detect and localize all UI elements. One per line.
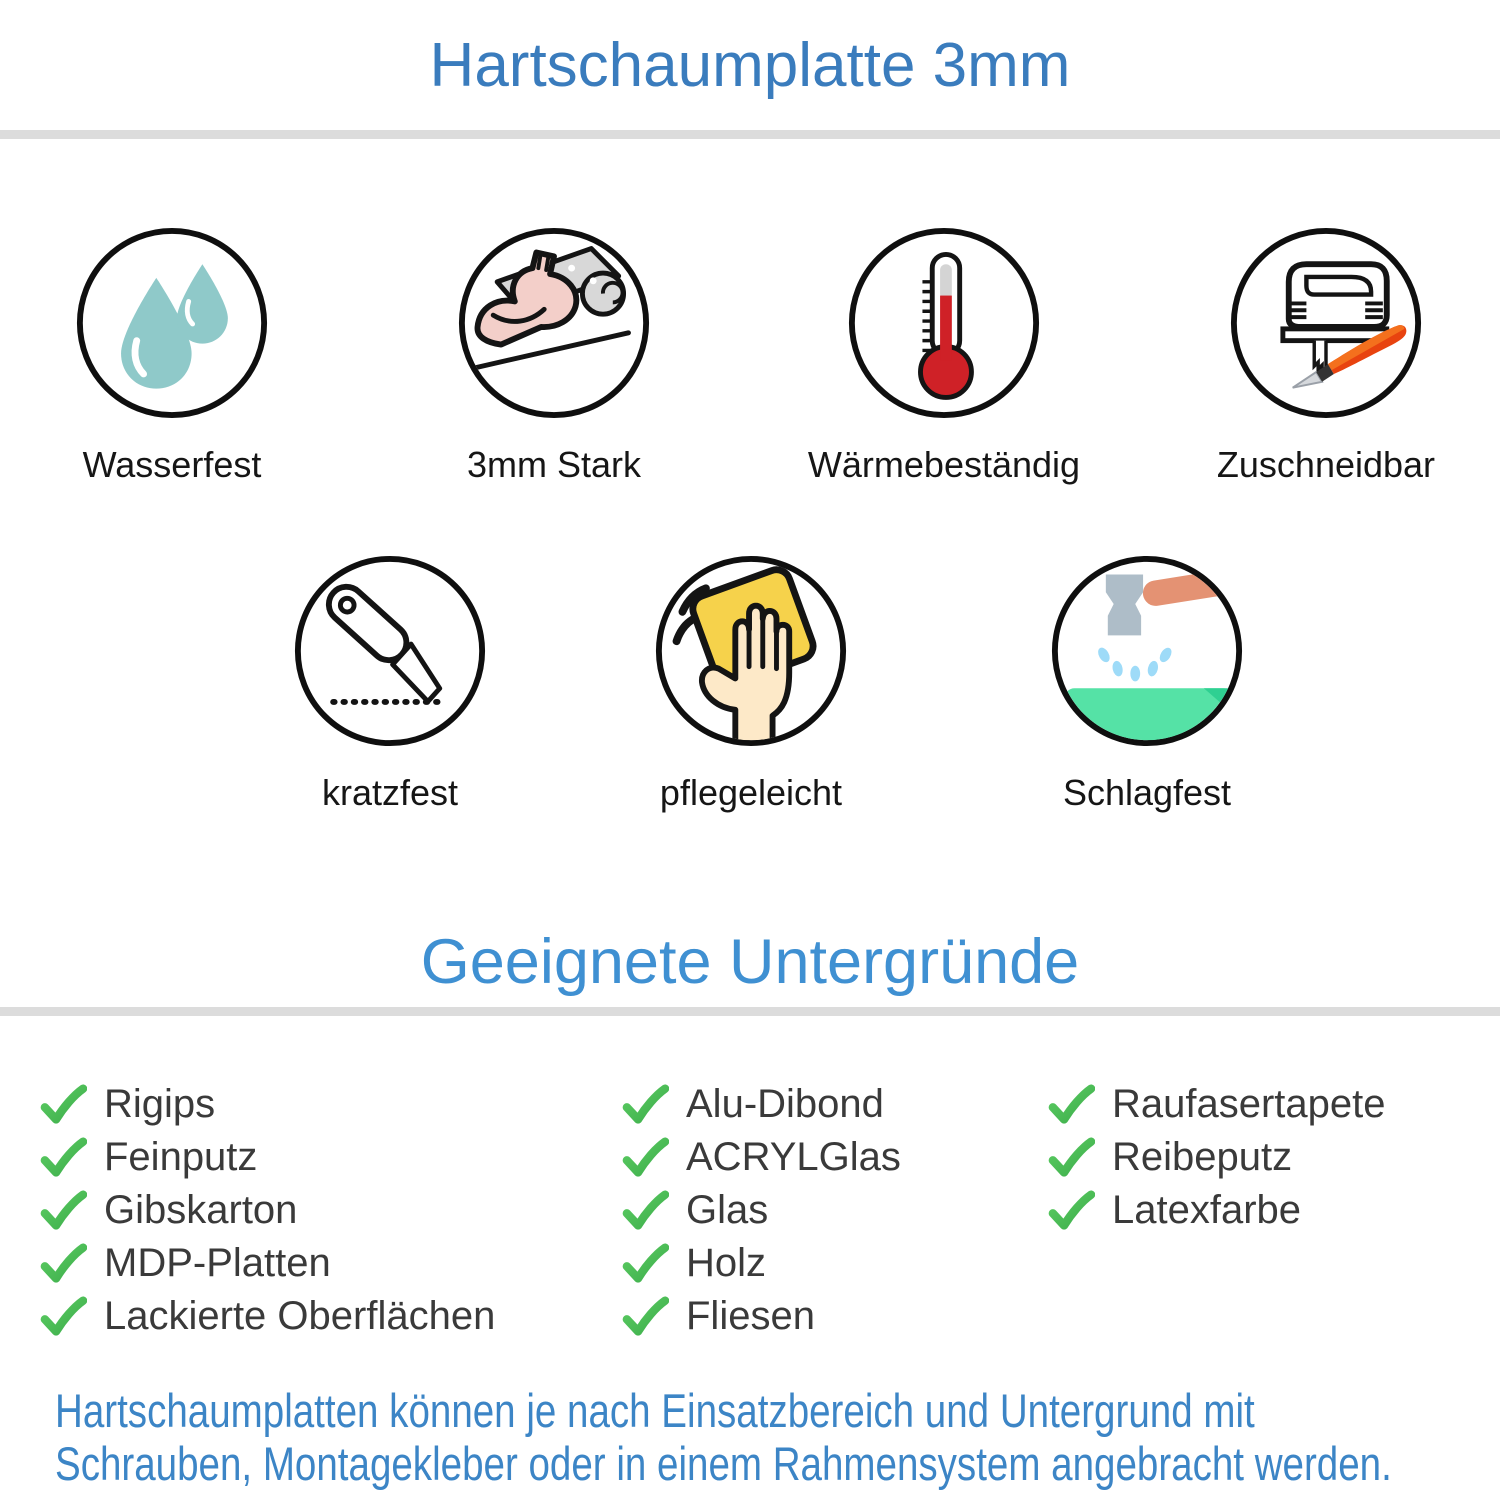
page-title: Hartschaumplatte 3mm [429, 31, 1071, 100]
substrate-label: Lackierte Oberflächen [104, 1294, 496, 1338]
substrate-label: Fliesen [686, 1294, 815, 1338]
feature-label: Wärmebeständig [807, 444, 1081, 485]
check-icon [622, 1296, 669, 1337]
list-item [622, 1237, 901, 1290]
check-icon [1048, 1084, 1095, 1125]
substrate-label: Reibeputz [1112, 1135, 1293, 1179]
thermometer-icon [846, 225, 1042, 421]
substrate-column-1 [40, 1078, 495, 1343]
feature-label: Wasserfest [82, 444, 262, 485]
check-icon [40, 1084, 87, 1125]
check-icon [40, 1137, 87, 1178]
substrate-label: Gibskarton [104, 1188, 298, 1232]
list-item [1048, 1131, 1386, 1184]
list-item [40, 1290, 495, 1343]
footer-note [55, 1384, 1500, 1490]
list-item [622, 1290, 901, 1343]
divider-top [0, 130, 1500, 139]
list-item [1048, 1078, 1386, 1131]
check-icon [622, 1084, 669, 1125]
list-item [40, 1237, 495, 1290]
check-icon [40, 1190, 87, 1231]
section-title: Geeignete Untergründe [420, 927, 1080, 997]
substrate-label: Raufasertapete [1112, 1082, 1386, 1126]
list-item [40, 1131, 495, 1184]
substrate-label: Holz [686, 1241, 767, 1285]
substrate-label: Rigips [104, 1082, 216, 1126]
substrate-label: MDP-Platten [104, 1241, 331, 1285]
substrate-label: ACRYLGlas [686, 1135, 901, 1179]
substrate-label: Glas [686, 1188, 769, 1232]
feature-zuschneidbar [1146, 225, 1500, 486]
list-item [622, 1078, 901, 1131]
muscle-arm-icon [456, 225, 652, 421]
list-item [622, 1131, 901, 1184]
list-item [40, 1078, 495, 1131]
check-icon [1048, 1190, 1095, 1231]
feature-schlagfest [967, 553, 1327, 814]
feature-label: pflegeleicht [659, 772, 843, 813]
feature-3mm-stark [374, 225, 734, 486]
wiping-hand-icon [653, 553, 849, 749]
footer-line-2: Schrauben, Montagekleber oder in einem Rahmensystem angebracht werden. [55, 1437, 1392, 1490]
list-item [622, 1184, 901, 1237]
divider-middle [0, 1007, 1500, 1016]
substrate-column-2 [622, 1078, 901, 1343]
water-drops-icon [74, 225, 270, 421]
check-icon [1048, 1137, 1095, 1178]
check-icon [622, 1243, 669, 1284]
feature-waermebestaendig [764, 225, 1124, 486]
check-icon [622, 1137, 669, 1178]
jigsaw-icon [1228, 225, 1424, 421]
substrate-label: Feinputz [104, 1135, 258, 1179]
footer-line-1: Hartschaumplatten können je nach Einsatzbereich und Untergrund mit [55, 1384, 1255, 1437]
substrate-label: Latexfarbe [1112, 1188, 1302, 1232]
feature-label: Zuschneidbar [1216, 444, 1436, 485]
substrate-column-3 [1048, 1078, 1386, 1237]
check-icon [40, 1296, 87, 1337]
check-icon [622, 1190, 669, 1231]
hammer-icon [1049, 553, 1245, 749]
check-icon [40, 1243, 87, 1284]
feature-kratzfest [210, 553, 570, 814]
feature-label: Schlagfest [1062, 772, 1232, 813]
feature-label: 3mm Stark [466, 444, 642, 485]
utility-knife-icon [292, 553, 488, 749]
list-item [1048, 1184, 1386, 1237]
feature-wasserfest [0, 225, 352, 486]
substrate-label: Alu-Dibond [686, 1082, 884, 1126]
feature-label: kratzfest [321, 772, 459, 813]
list-item [40, 1184, 495, 1237]
feature-pflegeleicht [571, 553, 931, 814]
